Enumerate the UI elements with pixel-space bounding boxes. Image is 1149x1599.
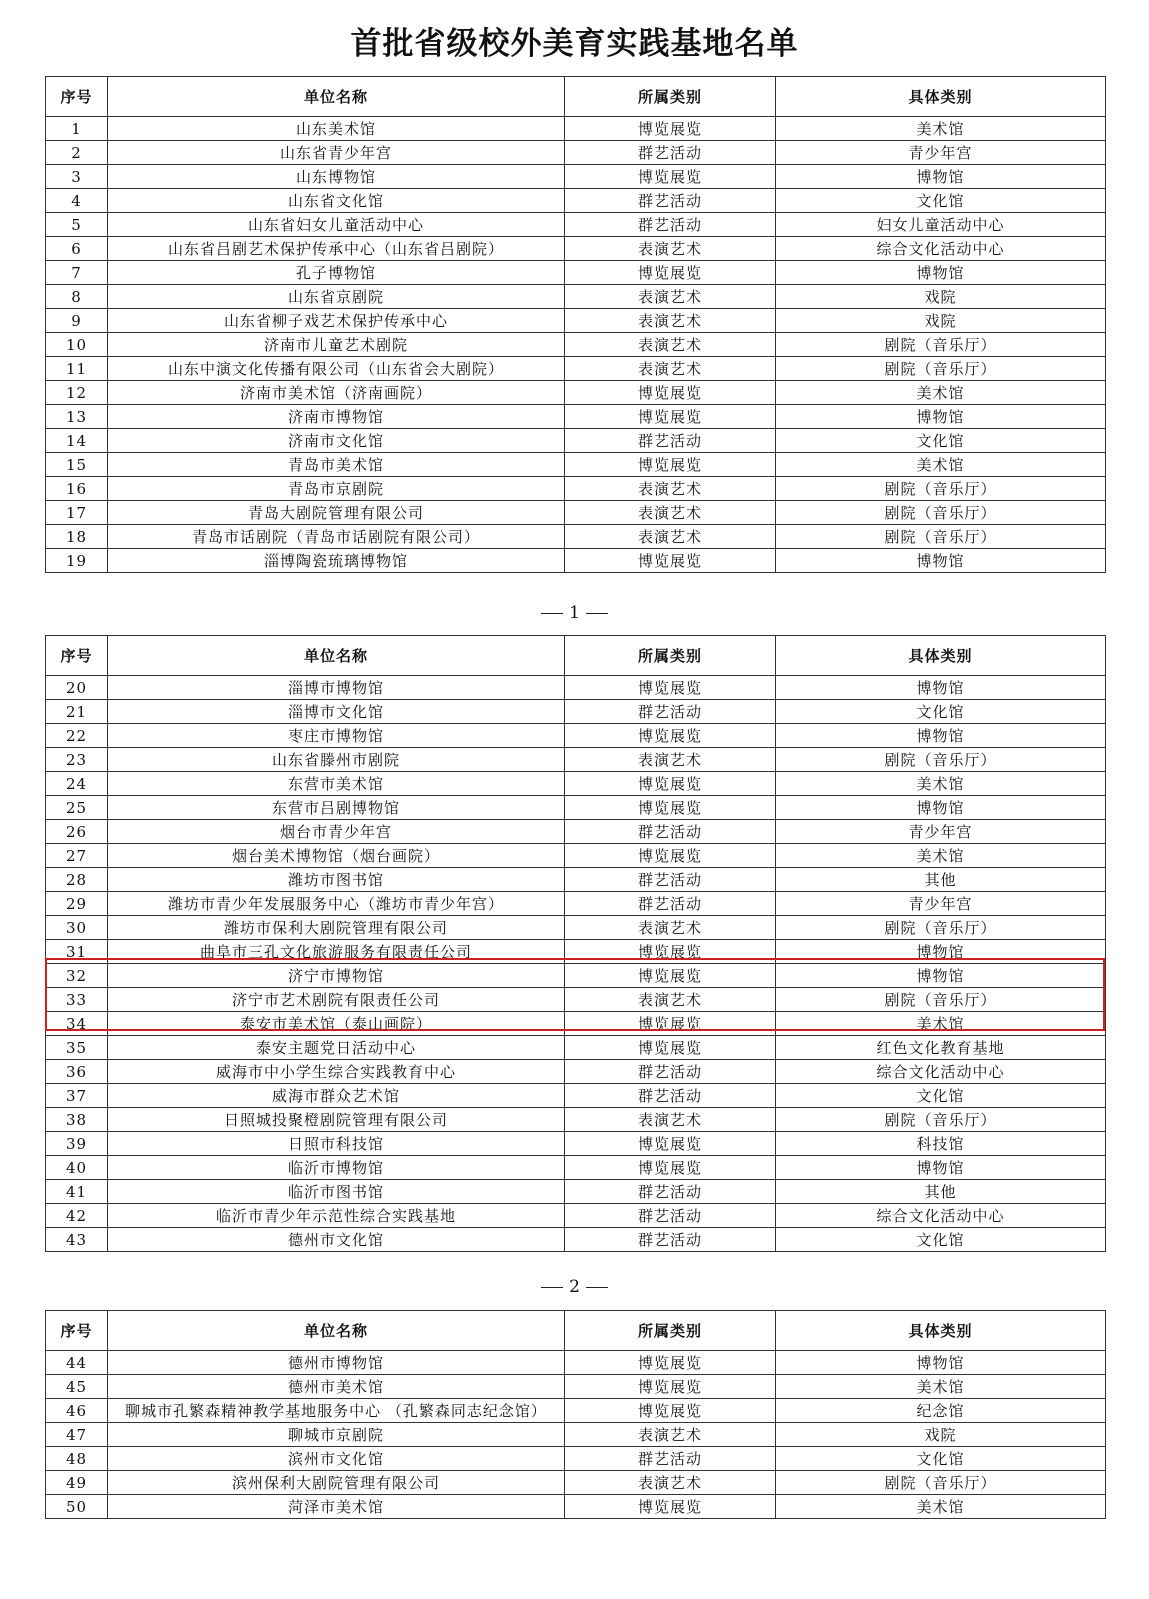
cell-category: 群艺活动 bbox=[565, 1228, 776, 1252]
cell-index: 35 bbox=[46, 1036, 108, 1060]
cell-category: 表演艺术 bbox=[565, 477, 776, 501]
header-unit-name: 单位名称 bbox=[108, 77, 565, 117]
table-row bbox=[46, 1228, 1106, 1252]
table-row bbox=[46, 1012, 1106, 1036]
cell-unit-name: 德州市博物馆 bbox=[108, 1351, 565, 1375]
cell-unit-name: 济南市文化馆 bbox=[108, 429, 565, 453]
cell-category: 博览展览 bbox=[565, 796, 776, 820]
table-row bbox=[46, 405, 1106, 429]
cell-category: 群艺活动 bbox=[565, 141, 776, 165]
base-list-table-page-3 bbox=[45, 1310, 1106, 1519]
cell-specific-category: 美术馆 bbox=[776, 381, 1106, 405]
table-row bbox=[46, 844, 1106, 868]
table-row bbox=[46, 796, 1106, 820]
cell-index: 48 bbox=[46, 1447, 108, 1471]
page-number-1: 1 bbox=[0, 603, 1149, 623]
cell-category: 表演艺术 bbox=[565, 748, 776, 772]
cell-category: 表演艺术 bbox=[565, 333, 776, 357]
table-row bbox=[46, 1399, 1106, 1423]
cell-category: 博览展览 bbox=[565, 724, 776, 748]
cell-specific-category: 文化馆 bbox=[776, 1228, 1106, 1252]
cell-unit-name: 青岛市话剧院（青岛市话剧院有限公司） bbox=[108, 525, 565, 549]
cell-specific-category: 剧院（音乐厅） bbox=[776, 748, 1106, 772]
cell-index: 31 bbox=[46, 940, 108, 964]
table-row bbox=[46, 1108, 1106, 1132]
cell-category: 博览展览 bbox=[565, 1132, 776, 1156]
cell-specific-category: 剧院（音乐厅） bbox=[776, 525, 1106, 549]
cell-unit-name: 菏泽市美术馆 bbox=[108, 1495, 565, 1519]
base-list-table-page-2 bbox=[45, 635, 1106, 1252]
cell-specific-category: 博物馆 bbox=[776, 165, 1106, 189]
header-index: 序号 bbox=[46, 636, 108, 676]
cell-index: 41 bbox=[46, 1180, 108, 1204]
table-row bbox=[46, 1036, 1106, 1060]
cell-unit-name: 青岛市美术馆 bbox=[108, 453, 565, 477]
cell-category: 表演艺术 bbox=[565, 1108, 776, 1132]
cell-unit-name: 淄博陶瓷琉璃博物馆 bbox=[108, 549, 565, 573]
cell-unit-name: 东营市吕剧博物馆 bbox=[108, 796, 565, 820]
cell-specific-category: 美术馆 bbox=[776, 772, 1106, 796]
dash-left bbox=[541, 613, 563, 614]
cell-specific-category: 青少年宫 bbox=[776, 141, 1106, 165]
cell-unit-name: 烟台市青少年宫 bbox=[108, 820, 565, 844]
cell-specific-category: 博物馆 bbox=[776, 549, 1106, 573]
header-index: 序号 bbox=[46, 77, 108, 117]
cell-specific-category: 其他 bbox=[776, 1180, 1106, 1204]
cell-unit-name: 山东省滕州市剧院 bbox=[108, 748, 565, 772]
table-row bbox=[46, 988, 1106, 1012]
table-row bbox=[46, 429, 1106, 453]
cell-index: 30 bbox=[46, 916, 108, 940]
cell-index: 3 bbox=[46, 165, 108, 189]
cell-index: 33 bbox=[46, 988, 108, 1012]
cell-specific-category: 剧院（音乐厅） bbox=[776, 357, 1106, 381]
header-specific-category: 具体类别 bbox=[776, 1311, 1106, 1351]
header-specific-category: 具体类别 bbox=[776, 636, 1106, 676]
cell-specific-category: 剧院（音乐厅） bbox=[776, 501, 1106, 525]
cell-index: 49 bbox=[46, 1471, 108, 1495]
cell-category: 博览展览 bbox=[565, 1399, 776, 1423]
cell-unit-name: 临沂市图书馆 bbox=[108, 1180, 565, 1204]
cell-index: 28 bbox=[46, 868, 108, 892]
cell-unit-name: 枣庄市博物馆 bbox=[108, 724, 565, 748]
cell-specific-category: 剧院（音乐厅） bbox=[776, 1108, 1106, 1132]
cell-index: 39 bbox=[46, 1132, 108, 1156]
cell-unit-name: 德州市文化馆 bbox=[108, 1228, 565, 1252]
cell-unit-name: 日照市科技馆 bbox=[108, 1132, 565, 1156]
cell-index: 47 bbox=[46, 1423, 108, 1447]
cell-index: 40 bbox=[46, 1156, 108, 1180]
cell-unit-name: 济南市儿童艺术剧院 bbox=[108, 333, 565, 357]
cell-unit-name: 淄博市文化馆 bbox=[108, 700, 565, 724]
cell-category: 博览展览 bbox=[565, 405, 776, 429]
cell-category: 群艺活动 bbox=[565, 1180, 776, 1204]
cell-category: 群艺活动 bbox=[565, 429, 776, 453]
table-row bbox=[46, 165, 1106, 189]
cell-index: 46 bbox=[46, 1399, 108, 1423]
table-row bbox=[46, 916, 1106, 940]
cell-category: 表演艺术 bbox=[565, 309, 776, 333]
table-row bbox=[46, 892, 1106, 916]
table-header-row bbox=[46, 636, 1106, 676]
cell-unit-name: 济宁市博物馆 bbox=[108, 964, 565, 988]
cell-unit-name: 济南市博物馆 bbox=[108, 405, 565, 429]
cell-category: 表演艺术 bbox=[565, 285, 776, 309]
cell-unit-name: 济南市美术馆（济南画院） bbox=[108, 381, 565, 405]
cell-index: 19 bbox=[46, 549, 108, 573]
cell-unit-name: 东营市美术馆 bbox=[108, 772, 565, 796]
cell-specific-category: 剧院（音乐厅） bbox=[776, 1471, 1106, 1495]
table-row bbox=[46, 309, 1106, 333]
table-row bbox=[46, 868, 1106, 892]
dash-left bbox=[541, 1287, 563, 1288]
cell-unit-name: 滨州保利大剧院管理有限公司 bbox=[108, 1471, 565, 1495]
cell-specific-category: 其他 bbox=[776, 868, 1106, 892]
cell-specific-category: 戏院 bbox=[776, 1423, 1106, 1447]
cell-specific-category: 综合文化活动中心 bbox=[776, 237, 1106, 261]
cell-unit-name: 泰安市美术馆（泰山画院） bbox=[108, 1012, 565, 1036]
cell-category: 博览展览 bbox=[565, 1495, 776, 1519]
cell-specific-category: 剧院（音乐厅） bbox=[776, 477, 1106, 501]
cell-unit-name: 日照城投聚橙剧院管理有限公司 bbox=[108, 1108, 565, 1132]
cell-index: 29 bbox=[46, 892, 108, 916]
cell-index: 6 bbox=[46, 237, 108, 261]
cell-index: 16 bbox=[46, 477, 108, 501]
cell-unit-name: 德州市美术馆 bbox=[108, 1375, 565, 1399]
cell-unit-name: 山东省吕剧艺术保护传承中心（山东省吕剧院） bbox=[108, 237, 565, 261]
cell-category: 群艺活动 bbox=[565, 189, 776, 213]
cell-unit-name: 山东省青少年宫 bbox=[108, 141, 565, 165]
table-row bbox=[46, 261, 1106, 285]
cell-index: 45 bbox=[46, 1375, 108, 1399]
cell-specific-category: 青少年宫 bbox=[776, 820, 1106, 844]
cell-unit-name: 聊城市孔繁森精神教学基地服务中心 （孔繁森同志纪念馆） bbox=[108, 1399, 565, 1423]
cell-index: 42 bbox=[46, 1204, 108, 1228]
cell-index: 7 bbox=[46, 261, 108, 285]
table-row bbox=[46, 357, 1106, 381]
cell-index: 2 bbox=[46, 141, 108, 165]
table-row bbox=[46, 820, 1106, 844]
header-category: 所属类别 bbox=[565, 636, 776, 676]
cell-index: 38 bbox=[46, 1108, 108, 1132]
cell-unit-name: 潍坊市保利大剧院管理有限公司 bbox=[108, 916, 565, 940]
cell-category: 表演艺术 bbox=[565, 501, 776, 525]
header-category: 所属类别 bbox=[565, 1311, 776, 1351]
cell-specific-category: 戏院 bbox=[776, 309, 1106, 333]
cell-category: 群艺活动 bbox=[565, 892, 776, 916]
cell-index: 24 bbox=[46, 772, 108, 796]
cell-unit-name: 济宁市艺术剧院有限责任公司 bbox=[108, 988, 565, 1012]
cell-category: 博览展览 bbox=[565, 117, 776, 141]
table-row bbox=[46, 189, 1106, 213]
cell-unit-name: 临沂市博物馆 bbox=[108, 1156, 565, 1180]
table-row bbox=[46, 1084, 1106, 1108]
cell-category: 博览展览 bbox=[565, 1156, 776, 1180]
cell-category: 博览展览 bbox=[565, 261, 776, 285]
cell-unit-name: 青岛大剧院管理有限公司 bbox=[108, 501, 565, 525]
cell-specific-category: 博物馆 bbox=[776, 796, 1106, 820]
cell-specific-category: 剧院（音乐厅） bbox=[776, 988, 1106, 1012]
table-header-row bbox=[46, 1311, 1106, 1351]
cell-unit-name: 曲阜市三孔文化旅游服务有限责任公司 bbox=[108, 940, 565, 964]
table-row bbox=[46, 964, 1106, 988]
table-row bbox=[46, 141, 1106, 165]
cell-specific-category: 文化馆 bbox=[776, 700, 1106, 724]
cell-unit-name: 山东省京剧院 bbox=[108, 285, 565, 309]
cell-index: 12 bbox=[46, 381, 108, 405]
cell-category: 群艺活动 bbox=[565, 820, 776, 844]
table-row bbox=[46, 676, 1106, 700]
document-title: 首批省级校外美育实践基地名单 bbox=[350, 26, 799, 62]
cell-index: 15 bbox=[46, 453, 108, 477]
cell-index: 26 bbox=[46, 820, 108, 844]
cell-category: 群艺活动 bbox=[565, 868, 776, 892]
cell-category: 博览展览 bbox=[565, 165, 776, 189]
cell-index: 9 bbox=[46, 309, 108, 333]
table-row bbox=[46, 1423, 1106, 1447]
cell-specific-category: 美术馆 bbox=[776, 1012, 1106, 1036]
cell-specific-category: 文化馆 bbox=[776, 1447, 1106, 1471]
cell-specific-category: 美术馆 bbox=[776, 453, 1106, 477]
cell-category: 博览展览 bbox=[565, 676, 776, 700]
cell-unit-name: 山东博物馆 bbox=[108, 165, 565, 189]
table-row bbox=[46, 237, 1106, 261]
cell-index: 44 bbox=[46, 1351, 108, 1375]
cell-specific-category: 文化馆 bbox=[776, 189, 1106, 213]
cell-unit-name: 威海市中小学生综合实践教育中心 bbox=[108, 1060, 565, 1084]
cell-specific-category: 红色文化教育基地 bbox=[776, 1036, 1106, 1060]
header-category: 所属类别 bbox=[565, 77, 776, 117]
cell-specific-category: 综合文化活动中心 bbox=[776, 1204, 1106, 1228]
cell-category: 博览展览 bbox=[565, 381, 776, 405]
table-row bbox=[46, 1447, 1106, 1471]
cell-index: 37 bbox=[46, 1084, 108, 1108]
cell-index: 5 bbox=[46, 213, 108, 237]
cell-specific-category: 美术馆 bbox=[776, 1375, 1106, 1399]
cell-index: 43 bbox=[46, 1228, 108, 1252]
cell-unit-name: 青岛市京剧院 bbox=[108, 477, 565, 501]
cell-index: 27 bbox=[46, 844, 108, 868]
cell-category: 博览展览 bbox=[565, 1012, 776, 1036]
cell-index: 25 bbox=[46, 796, 108, 820]
cell-specific-category: 纪念馆 bbox=[776, 1399, 1106, 1423]
dash-right bbox=[586, 613, 608, 614]
table-row bbox=[46, 940, 1106, 964]
cell-specific-category: 妇女儿童活动中心 bbox=[776, 213, 1106, 237]
table-row bbox=[46, 1471, 1106, 1495]
cell-category: 群艺活动 bbox=[565, 1447, 776, 1471]
cell-unit-name: 山东省文化馆 bbox=[108, 189, 565, 213]
cell-category: 群艺活动 bbox=[565, 1060, 776, 1084]
table-row bbox=[46, 724, 1106, 748]
cell-unit-name: 山东省柳子戏艺术保护传承中心 bbox=[108, 309, 565, 333]
cell-index: 10 bbox=[46, 333, 108, 357]
cell-category: 表演艺术 bbox=[565, 237, 776, 261]
cell-index: 17 bbox=[46, 501, 108, 525]
table-row bbox=[46, 501, 1106, 525]
cell-specific-category: 博物馆 bbox=[776, 676, 1106, 700]
table-row bbox=[46, 333, 1106, 357]
cell-category: 博览展览 bbox=[565, 1351, 776, 1375]
cell-unit-name: 威海市群众艺术馆 bbox=[108, 1084, 565, 1108]
cell-specific-category: 美术馆 bbox=[776, 117, 1106, 141]
cell-category: 博览展览 bbox=[565, 964, 776, 988]
cell-category: 群艺活动 bbox=[565, 1084, 776, 1108]
cell-category: 表演艺术 bbox=[565, 357, 776, 381]
cell-specific-category: 博物馆 bbox=[776, 940, 1106, 964]
cell-unit-name: 潍坊市图书馆 bbox=[108, 868, 565, 892]
cell-category: 博览展览 bbox=[565, 772, 776, 796]
table-row bbox=[46, 525, 1106, 549]
cell-category: 表演艺术 bbox=[565, 1423, 776, 1447]
cell-category: 博览展览 bbox=[565, 844, 776, 868]
cell-index: 22 bbox=[46, 724, 108, 748]
cell-category: 群艺活动 bbox=[565, 700, 776, 724]
cell-specific-category: 博物馆 bbox=[776, 1351, 1106, 1375]
cell-category: 博览展览 bbox=[565, 549, 776, 573]
cell-index: 18 bbox=[46, 525, 108, 549]
cell-unit-name: 淄博市博物馆 bbox=[108, 676, 565, 700]
cell-unit-name: 山东中演文化传播有限公司（山东省会大剧院） bbox=[108, 357, 565, 381]
cell-index: 36 bbox=[46, 1060, 108, 1084]
cell-specific-category: 博物馆 bbox=[776, 405, 1106, 429]
cell-category: 博览展览 bbox=[565, 1036, 776, 1060]
cell-specific-category: 博物馆 bbox=[776, 1156, 1106, 1180]
table-row bbox=[46, 285, 1106, 309]
cell-specific-category: 文化馆 bbox=[776, 1084, 1106, 1108]
cell-specific-category: 博物馆 bbox=[776, 261, 1106, 285]
cell-index: 14 bbox=[46, 429, 108, 453]
header-unit-name: 单位名称 bbox=[108, 636, 565, 676]
cell-specific-category: 科技馆 bbox=[776, 1132, 1106, 1156]
cell-unit-name: 泰安主题党日活动中心 bbox=[108, 1036, 565, 1060]
table-row bbox=[46, 748, 1106, 772]
cell-unit-name: 聊城市京剧院 bbox=[108, 1423, 565, 1447]
table-row bbox=[46, 453, 1106, 477]
table-row bbox=[46, 772, 1106, 796]
cell-specific-category: 综合文化活动中心 bbox=[776, 1060, 1106, 1084]
table-row bbox=[46, 213, 1106, 237]
cell-specific-category: 剧院（音乐厅） bbox=[776, 333, 1106, 357]
cell-category: 表演艺术 bbox=[565, 525, 776, 549]
cell-category: 表演艺术 bbox=[565, 988, 776, 1012]
table-row bbox=[46, 477, 1106, 501]
cell-index: 21 bbox=[46, 700, 108, 724]
cell-specific-category: 戏院 bbox=[776, 285, 1106, 309]
table-row bbox=[46, 1180, 1106, 1204]
table-header-row bbox=[46, 77, 1106, 117]
table-row bbox=[46, 1156, 1106, 1180]
header-index: 序号 bbox=[46, 1311, 108, 1351]
cell-specific-category: 青少年宫 bbox=[776, 892, 1106, 916]
cell-index: 4 bbox=[46, 189, 108, 213]
table-row bbox=[46, 1351, 1106, 1375]
dash-right bbox=[586, 1287, 608, 1288]
cell-index: 8 bbox=[46, 285, 108, 309]
cell-category: 博览展览 bbox=[565, 940, 776, 964]
cell-unit-name: 临沂市青少年示范性综合实践基地 bbox=[108, 1204, 565, 1228]
table-row bbox=[46, 381, 1106, 405]
cell-specific-category: 博物馆 bbox=[776, 964, 1106, 988]
cell-specific-category: 博物馆 bbox=[776, 724, 1106, 748]
cell-category: 群艺活动 bbox=[565, 1204, 776, 1228]
cell-category: 表演艺术 bbox=[565, 916, 776, 940]
cell-category: 表演艺术 bbox=[565, 1471, 776, 1495]
cell-specific-category: 美术馆 bbox=[776, 844, 1106, 868]
table-row bbox=[46, 1204, 1106, 1228]
cell-unit-name: 滨州市文化馆 bbox=[108, 1447, 565, 1471]
header-unit-name: 单位名称 bbox=[108, 1311, 565, 1351]
cell-index: 1 bbox=[46, 117, 108, 141]
cell-unit-name: 孔子博物馆 bbox=[108, 261, 565, 285]
cell-index: 13 bbox=[46, 405, 108, 429]
cell-index: 32 bbox=[46, 964, 108, 988]
table-row bbox=[46, 700, 1106, 724]
table-row bbox=[46, 1375, 1106, 1399]
cell-unit-name: 潍坊市青少年发展服务中心（潍坊市青少年宫） bbox=[108, 892, 565, 916]
table-row bbox=[46, 1132, 1106, 1156]
table-row bbox=[46, 1495, 1106, 1519]
cell-specific-category: 美术馆 bbox=[776, 1495, 1106, 1519]
cell-index: 20 bbox=[46, 676, 108, 700]
cell-index: 23 bbox=[46, 748, 108, 772]
cell-category: 博览展览 bbox=[565, 453, 776, 477]
table-row bbox=[46, 549, 1106, 573]
cell-category: 群艺活动 bbox=[565, 213, 776, 237]
table-row bbox=[46, 117, 1106, 141]
cell-specific-category: 文化馆 bbox=[776, 429, 1106, 453]
cell-category: 博览展览 bbox=[565, 1375, 776, 1399]
cell-index: 34 bbox=[46, 1012, 108, 1036]
cell-unit-name: 山东省妇女儿童活动中心 bbox=[108, 213, 565, 237]
base-list-table-page-1 bbox=[45, 76, 1106, 573]
cell-index: 50 bbox=[46, 1495, 108, 1519]
header-specific-category: 具体类别 bbox=[776, 77, 1106, 117]
table-row bbox=[46, 1060, 1106, 1084]
cell-unit-name: 山东美术馆 bbox=[108, 117, 565, 141]
cell-specific-category: 剧院（音乐厅） bbox=[776, 916, 1106, 940]
cell-unit-name: 烟台美术博物馆（烟台画院） bbox=[108, 844, 565, 868]
cell-index: 11 bbox=[46, 357, 108, 381]
page-number-2: 2 bbox=[0, 1277, 1149, 1297]
